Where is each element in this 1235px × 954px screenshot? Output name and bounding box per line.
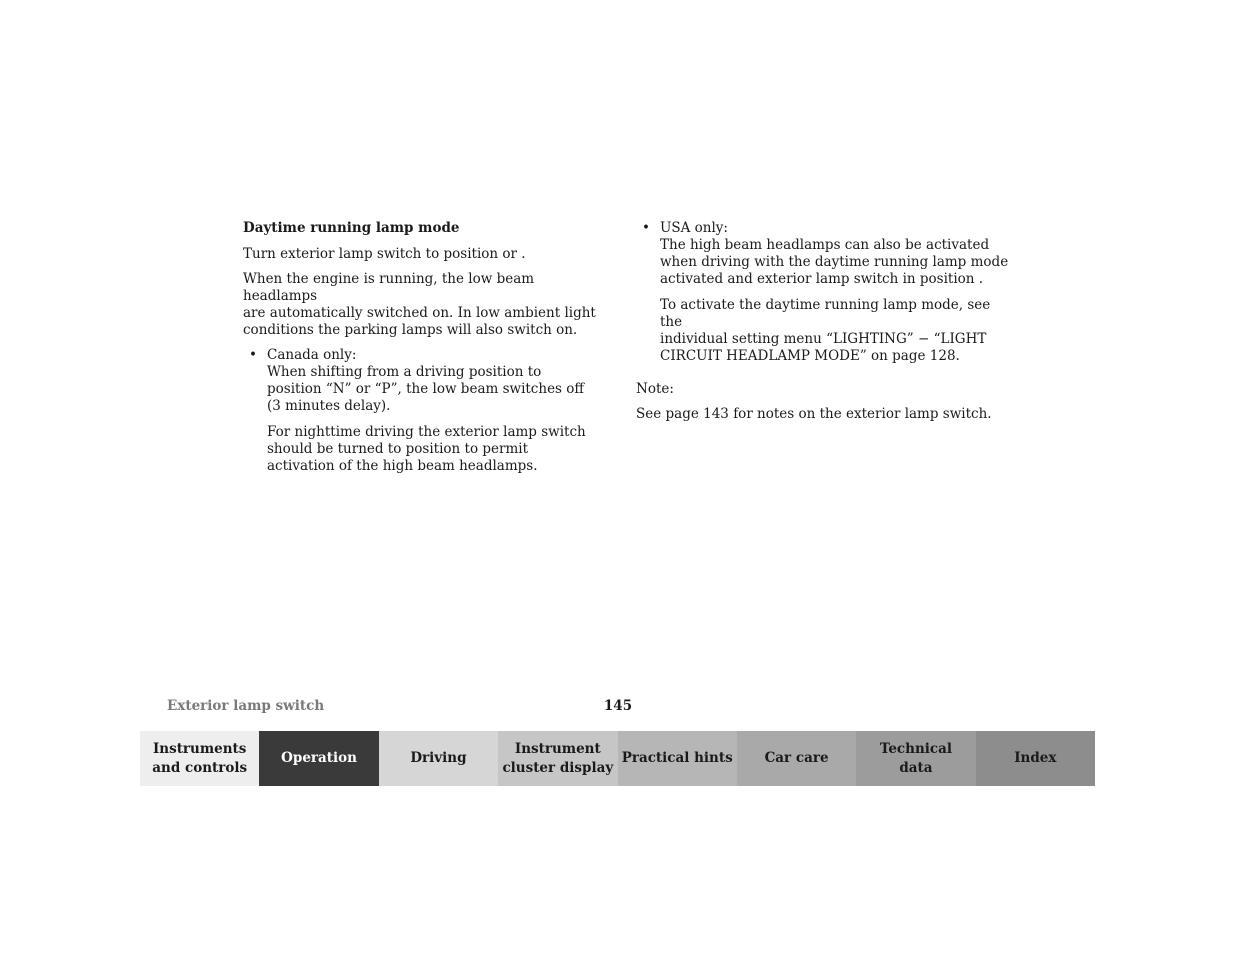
usa-bullet [636, 220, 1016, 365]
usa-bullet-text: USA only: The high beam headlamps can also be activated when driving with the daytime running lamp mode activated and exterior lamp switch in position . [660, 220, 1009, 287]
right-column [636, 220, 1016, 431]
canada-bullet-text: Canada only: When shifting from a driving position to position “N” or “P”, the low beam switches off (3 minutes delay). [267, 347, 584, 414]
bullet-icon: • [642, 220, 650, 236]
section-title: Exterior lamp switch [167, 698, 325, 714]
tab-instrument-cluster-display[interactable]: Instrument cluster display [498, 731, 617, 786]
tab-car-care[interactable]: Car care [737, 731, 856, 786]
tab-index[interactable]: Index [976, 731, 1095, 786]
note-text: See page 143 for notes on the exterior lamp switch. [636, 406, 992, 422]
tab-practical-hints[interactable]: Practical hints [618, 731, 737, 786]
canada-bullet-subtext: For nighttime driving the exterior lamp switch should be turned to position to permit activation of the high beam headlamps. [267, 424, 586, 474]
chapter-tab-bar [140, 731, 1095, 786]
switch-position-paragraph: Turn exterior lamp switch to position or . [243, 246, 526, 262]
tab-instruments-and-controls[interactable]: Instruments and controls [140, 731, 259, 786]
tab-driving[interactable]: Driving [379, 731, 498, 786]
section-heading: Daytime running lamp mode [243, 220, 460, 236]
note-label: Note: [636, 381, 674, 397]
canada-bullet [243, 347, 603, 475]
page-number: 145 [603, 698, 633, 714]
tab-technical-data[interactable]: Technical data [856, 731, 975, 786]
engine-running-paragraph: When the engine is running, the low beam headlamps are automatically switched on. In low ambient light conditions the parking lamps will also switch on. [243, 271, 596, 338]
bullet-icon: • [249, 347, 257, 363]
tab-operation[interactable]: Operation [259, 731, 378, 786]
left-column [243, 220, 603, 483]
usa-bullet-subtext: To activate the daytime running lamp mode, see the individual setting menu “LIGHTING” − “LIGHT CIRCUIT HEADLAMP MODE” on page 128. [660, 297, 991, 364]
